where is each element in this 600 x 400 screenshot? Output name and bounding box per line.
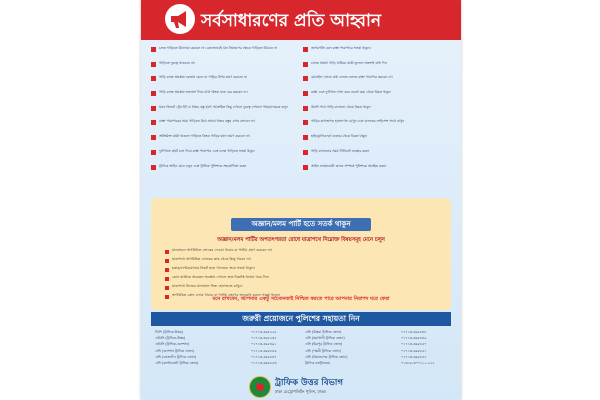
rules-right-column <box>303 46 445 178</box>
footer-subtitle: ঢাকা মেট্রোপলিটন পুলিশ, ঢাকা। <box>275 389 327 394</box>
contact-phone: ০১৭১৩-৩৯৮৮৪৬ <box>251 348 277 353</box>
bullet-icon <box>165 250 169 254</box>
poster-footer <box>141 374 461 400</box>
contact-phone: ০১৭১৩-৩৯৮৮৫২ <box>401 354 427 359</box>
rules-section <box>151 46 451 194</box>
contact-name: এসি (উত্তরা ট্রাফিক জোন) <box>305 330 342 334</box>
bullet-icon <box>151 47 156 52</box>
contact-name: এডিসি (ট্রাফিক-গুলশান) <box>155 342 189 347</box>
megaphone-icon <box>165 4 195 34</box>
contact-phone: ০১৭১৩-৩৯৮৮৪৭ <box>251 354 277 359</box>
rule-item: হাইড্রোলিক হর্ন ব্যবহার থেকে বিরত থাকুন <box>303 134 445 146</box>
rule-item: চলন্ত গাড়িতে উঠানামা করবেন না। কোনভাবেই যান নিয়ন্ত্রণের ক্ষেত্রে গাড়িতে উঠবেন না <box>151 46 293 58</box>
rule-item: অতিরিক্ত যাত্রী থাকলে গাড়িতে কিংবা গাড়ির ছাদে ভ্রমণ করবেন না। <box>151 134 293 146</box>
rule-item: গাড়ি চালানোর সময় সিটবেল্ট ব্যবহার করুন <box>303 149 445 161</box>
bullet-icon <box>303 76 308 81</box>
contact-name: এসি (মহাখালী ট্রাফিক জোন) <box>305 336 345 341</box>
danger-warning-box <box>151 198 451 310</box>
bullet-icon <box>165 259 169 263</box>
contact-name: এডিসি (ট্রাফিক-উত্তর) <box>155 336 186 341</box>
bullet-icon <box>151 150 156 155</box>
contact-name: ট্রাফিক কন্ট্রোলরুম <box>305 360 330 365</box>
bullet-icon <box>303 91 308 96</box>
contact-phone: ০১৭১৩-৩৯৮৮৫১ <box>401 348 427 353</box>
contact-name: এসি (তেজগাঁও ট্রাফিক জোন) <box>155 354 196 359</box>
contact-name: ডিসি (ট্রাফিক-উত্তর) <box>155 330 183 334</box>
bullet-icon <box>151 106 156 111</box>
bullet-icon <box>151 135 156 140</box>
table-row <box>155 361 447 367</box>
reminder-text: মনে রাখবেন, আপনার একটু সচেতনতাই নিশ্চিত করতে পারে আপনার নিরাপদ ঘরে ফেরা <box>212 296 390 302</box>
rule-item: গাড়ি চলন্ত অবস্থায় জানালা দিয়ে মাথা কিংবা হাত বের করবেন না। <box>151 90 293 102</box>
danger-heading: অজ্ঞান/মলম পার্টি হতে সতর্ক থাকুন <box>231 218 371 231</box>
bullet-icon <box>303 62 308 67</box>
rule-item: চালক অযথা গাড়ি থামিয়ে যাত্রী তুললে অবশ্যই বাধা দিন <box>303 61 445 73</box>
bullet-icon <box>303 120 308 125</box>
help-heading: জরুরী প্রয়োজনে পুলিশের সহায়তা নিন <box>151 312 451 326</box>
list-item: যানবাহনে অপরিচিত লোকের দেওয়া খাবার বা পানীয় গ্রহণ করবেন না। <box>165 248 441 256</box>
contact-name: এসি (গুলশান ট্রাফিক জোন) <box>155 348 194 353</box>
rule-item: ট্রাফিক আইন মেনে চলুন এবং ট্রাফিক পুলিশকে সহযোগিতা করুন <box>151 164 293 176</box>
contact-phone: ০১৭১৩-৩৯৮৮৫০ <box>401 342 427 347</box>
bullet-icon <box>165 286 169 290</box>
rule-item: গাড়ির কাগজপত্র হালনাগাদ রাখুন এবং চালকের লাইসেন্স সাথে রাখুন <box>303 119 445 131</box>
rules-left-column <box>151 46 293 178</box>
poster-header <box>141 0 461 40</box>
contact-table <box>155 330 447 374</box>
rule-item: রাস্তা এবং ফুটপাত দখল করে ব্যবসা করা থেকে বিরত থাকুন <box>303 90 445 102</box>
bullet-icon <box>165 268 169 272</box>
rule-item: মোবাইল ফোনে কথা বলতে বলতে রাস্তা পারাপার করবেন না। <box>303 75 445 87</box>
list-item: যাত্রাপথে নিজের মালামাল নিজ হেফাজতে রাখুন। <box>165 284 441 292</box>
contact-name: এসি (পল্লবী ট্রাফিক জোন) <box>305 348 341 353</box>
contact-phone: ০১৭১৩-৩৯৮২৩২ <box>251 336 277 341</box>
police-emblem-icon <box>249 376 271 398</box>
rule-item: ফুটপাতে হেঁটে চলা দিয়ে রাস্তা পারাপার এবং চলন্ত গাড়িতে সতর্ক থাকুন <box>151 149 293 161</box>
list-item: অপরিচিত কোন লোক খাবার বা পানীয় গ্রহণের অনুরোধ করলে সতর্ক থাকুন। <box>165 293 441 301</box>
footer-title: ট্রাফিক উত্তর বিভাগ <box>275 378 343 388</box>
bullet-icon <box>303 106 308 111</box>
contact-phone: ০১৭১৩-৩৯৮৮৪৮ <box>401 330 427 334</box>
rule-item: গাড়ি চলন্ত অবস্থায় দরজায় হেলে বা গাড়ির উপর ভ্রমণ করবেন না <box>151 75 293 87</box>
poster <box>141 0 461 400</box>
contact-phone: ০১৭১৩-৩৯৮৮৫৩ <box>251 360 277 365</box>
poster-title: সর্বসাধারণের প্রতি আহ্বান <box>201 11 382 31</box>
contact-name: এসি (বিমানবন্দর ট্রাফিক জোন) <box>305 354 348 359</box>
bullet-icon <box>151 62 156 67</box>
emblem-center <box>256 383 264 391</box>
danger-list <box>165 248 441 302</box>
rule-item: যানে তিনটে ট্রেন ইট বা ধাতব বস্তু হঠাৎ আক্রমিত কিছু দেখলে দুরত্বে দেখালে পাহারাদারকে বলুন <box>151 105 293 117</box>
list-item: হকার/ফেরিওয়ালার নিকট হতে খাদ্যদ্রব্য ক্রয়ে সতর্ক থাকুন। <box>165 266 441 274</box>
list-item: কোন যাত্রীকে অচেতন অবস্থায় দেখলে দ্রুত নিকটস্থ থানায় খবর দিন। <box>165 275 441 283</box>
contact-phone: ০১৭১৩-৩৯৮৮৪৯ <box>401 336 427 341</box>
bullet-icon <box>165 277 169 281</box>
contact-name: এসি (মিরপুর ট্রাফিক জোন) <box>305 342 343 347</box>
bullet-icon <box>303 165 308 170</box>
rule-item: জাগরণতি বলে রাস্তা পারাপারে সতর্ক থাকুন। <box>303 46 445 58</box>
bullet-icon <box>151 91 156 96</box>
contact-phone: ০১৩১৮-৩০০১১১-২২২ <box>401 360 435 365</box>
bullet-icon <box>303 150 308 155</box>
rule-item: রাস্তা পারাপারের সময় গাড়িতে উঠে অথবা ধাতব বস্তুর ওপর বসবেন না। <box>151 119 293 131</box>
contact-name: এসি (ক্যান্টনমেন্ট ট্রাফিক জোন) <box>155 360 199 365</box>
contact-phone: ০১৭১৩-৩৯৮৪৯১ <box>251 342 277 347</box>
bullet-icon <box>151 76 156 81</box>
bullet-icon <box>303 47 308 52</box>
rule-item: আইন লঙ্ঘনকারী চালক সম্পর্কে পুলিশকে অবহিত করুন <box>303 164 445 176</box>
rule-item: উল্টো পথে গাড়ি চালানো থেকে বিরত থাকুন <box>303 105 445 117</box>
danger-subheading: অজ্ঞান/মলম পার্টির অপতৎপরতা রোধে যাত্রাপথে নিম্নোক্ত বিষয়সমূহ মেনে চলুন <box>217 237 385 243</box>
bullet-icon <box>151 165 156 170</box>
bullet-icon <box>303 135 308 140</box>
contact-phone: ০১৭১৩-৩৯৮২২৫ <box>251 330 277 334</box>
bullet-icon <box>151 120 156 125</box>
rule-item: গাড়িতে দুরত্বে থাকবেন না। <box>151 61 293 73</box>
list-item: যাত্রাপথে অপরিচিত লোকের কাছ থেকে কিছু খাবেন না। <box>165 257 441 265</box>
